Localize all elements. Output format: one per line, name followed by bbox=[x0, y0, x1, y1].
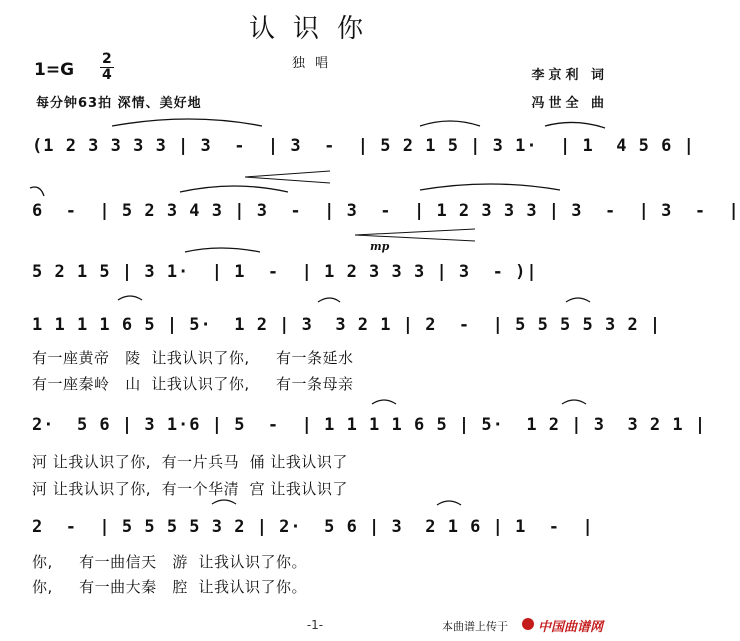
tempo-marking: 每分钟63拍 深情、美好地 bbox=[36, 96, 202, 111]
score-row-4: 1 1 1 1 6 5 | 5· 1 2 | 3 3 2 1 | 2 - | 5 5 5 5 3 2 | bbox=[32, 315, 662, 335]
page-number: -1- bbox=[306, 618, 324, 632]
slur-mark bbox=[545, 122, 605, 128]
slur-mark bbox=[185, 248, 260, 252]
time-signature-bottom: 4 bbox=[102, 67, 112, 83]
slur-mark bbox=[180, 186, 288, 192]
crescendo-hairpin bbox=[355, 229, 475, 241]
performance-style: 独唱 bbox=[291, 56, 338, 71]
time-signature-top: 2 bbox=[102, 51, 112, 67]
lyric-row-5-verse-1: 河 让我认识了你, 有一片兵马 俑 让我认识了 bbox=[32, 453, 348, 471]
lyric-row-4-verse-2: 有一座秦岭 山 让我认识了你, 有一条母亲 bbox=[32, 375, 354, 393]
slur-mark bbox=[118, 296, 142, 300]
slur-mark bbox=[372, 400, 396, 404]
lyric-row-6-verse-1: 你, 有一曲信天 游 让我认识了你。 bbox=[32, 553, 307, 571]
score-row-2: 6 - | 5 2 3 4 3 | 3 - | 3 - | 1 2 3 3 3 | 3 - | 3 - | bbox=[32, 201, 740, 221]
composer-credit: 冯世全 曲 bbox=[531, 96, 608, 111]
slur-mark bbox=[420, 121, 480, 126]
lyricist-credit: 李京利 词 bbox=[531, 68, 608, 83]
lyric-row-4-verse-1: 有一座黄帝 陵 让我认识了你, 有一条延水 bbox=[32, 349, 354, 367]
slur-mark bbox=[112, 119, 262, 126]
slur-mark bbox=[562, 400, 586, 404]
score-row-5: 2· 5 6 | 3 1·6 | 5 - | 1 1 1 1 6 5 | 5· 1 2 | 3 3 2 1 | bbox=[32, 415, 707, 435]
key-signature: 1=G bbox=[34, 60, 75, 80]
lyric-row-5-verse-2: 河 让我认识了你, 有一个华清 宫 让我认识了 bbox=[32, 480, 348, 498]
score-row-1: (1 2 3 3 3 3 | 3 - | 3 - | 5 2 1 5 | 3 1· | 1 4 5 6 | bbox=[32, 136, 695, 156]
slur-mark bbox=[212, 500, 236, 504]
song-title: 认识你 bbox=[248, 14, 381, 44]
score-row-6: 2 - | 5 5 5 5 3 2 | 2· 5 6 | 3 2 1 6 | 1 - | bbox=[32, 517, 594, 537]
upload-caption: 本曲谱上传于 bbox=[442, 620, 508, 633]
slur-mark bbox=[30, 187, 44, 196]
lyric-row-6-verse-2: 你, 有一曲大秦 腔 让我认识了你。 bbox=[32, 578, 307, 596]
slur-mark bbox=[437, 501, 461, 505]
dynamic-marking: mp bbox=[370, 240, 390, 253]
slur-mark bbox=[566, 298, 590, 302]
decrescendo-hairpin bbox=[245, 171, 330, 183]
slur-mark bbox=[318, 298, 340, 302]
score-row-3: 5 2 1 5 | 3 1· | 1 - | 1 2 3 3 3 | 3 - )| bbox=[32, 262, 538, 282]
slur-mark bbox=[420, 184, 560, 190]
site-logo-icon bbox=[522, 618, 534, 630]
site-name[interactable]: 中国曲谱网 bbox=[538, 620, 604, 635]
